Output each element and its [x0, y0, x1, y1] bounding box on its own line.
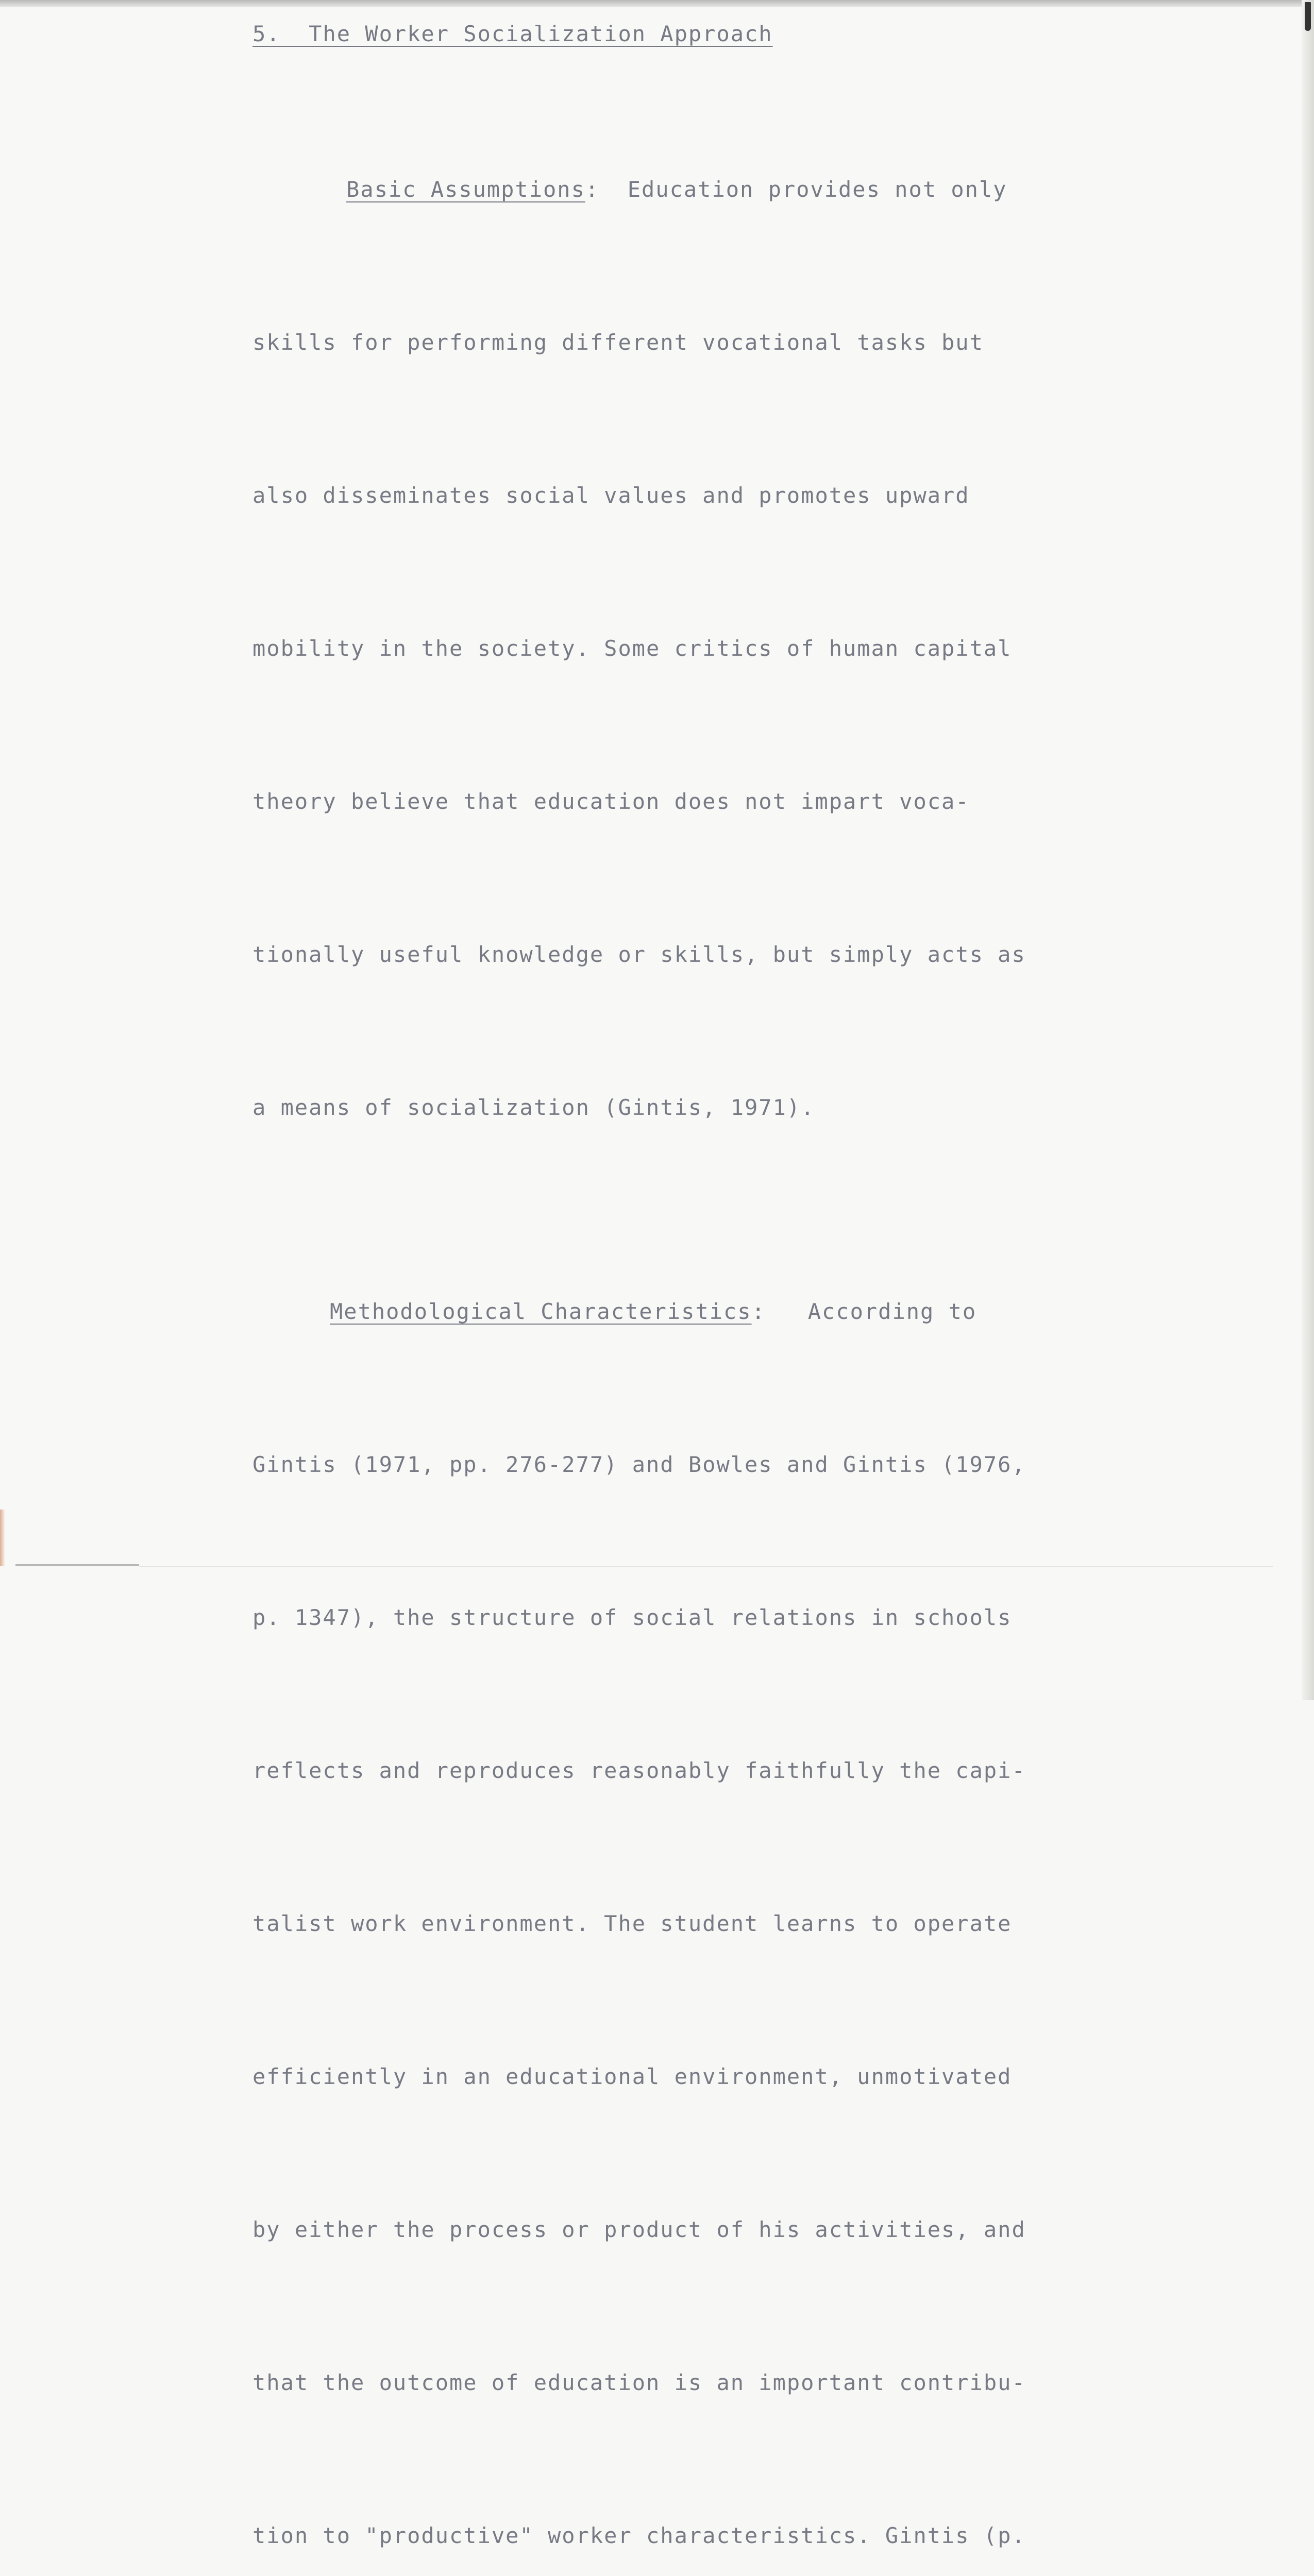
paragraph-1-line-6: tionally useful knowledge or skills, but simply acts as — [252, 942, 1026, 967]
paragraph-2-line-2: Gintis (1971, pp. 276-277) and Bowles and Gintis (1976, — [252, 1452, 1026, 1477]
paragraph-2-line-1 — [252, 1286, 1159, 1337]
paragraph-2-text: : According to — [751, 1299, 977, 1324]
paragraph-2-line-5: talist work environment. The student learns to operate — [252, 1911, 1012, 1936]
paragraph-1-text: : Education provides not only — [585, 177, 1007, 202]
paragraph-2-line-8: that the outcome of education is an important contribu- — [252, 2370, 1026, 2395]
paragraph-1-line-4: mobility in the society. Some critics of human capital — [252, 636, 1012, 661]
paragraph-2-line-4: reflects and reproduces reasonably faithfully the capi- — [252, 1758, 1026, 1783]
paragraph-1-line-3: also disseminates social values and promotes upward — [252, 483, 970, 508]
paragraph-1-line-5: theory believe that education does not impart voca- — [252, 789, 970, 814]
section-heading: 5. The Worker Socialization Approach — [252, 21, 773, 46]
paragraph-2-line-6: efficiently in an educational environment, unmotivated — [252, 2064, 1012, 2089]
paragraph-1-line-1 — [252, 164, 1159, 215]
page-right-edge — [1302, 0, 1314, 1700]
scan-corner-mark — [1305, 2, 1311, 31]
scan-left-smudge — [0, 1510, 5, 1566]
paragraph-2-line-7: by either the process or product of his activities, and — [252, 2217, 1026, 2242]
paragraph-1-label: Basic Assumptions — [346, 177, 585, 202]
paragraph-2-line-9: tion to "productive" worker characteristics. Gintis (p. — [252, 2523, 1026, 2548]
document-body — [252, 62, 1159, 2576]
page-top-edge — [0, 0, 1314, 7]
scan-bottom-line — [15, 1564, 139, 1566]
paragraph-2-line-3: p. 1347), the structure of social relations in schools — [252, 1605, 1012, 1630]
paragraph-1-line-7: a means of socialization (Gintis, 1971). — [252, 1095, 815, 1120]
paragraph-1-line-2: skills for performing different vocational tasks but — [252, 330, 984, 355]
paragraph-2-label: Methodological Characteristics — [330, 1299, 752, 1324]
